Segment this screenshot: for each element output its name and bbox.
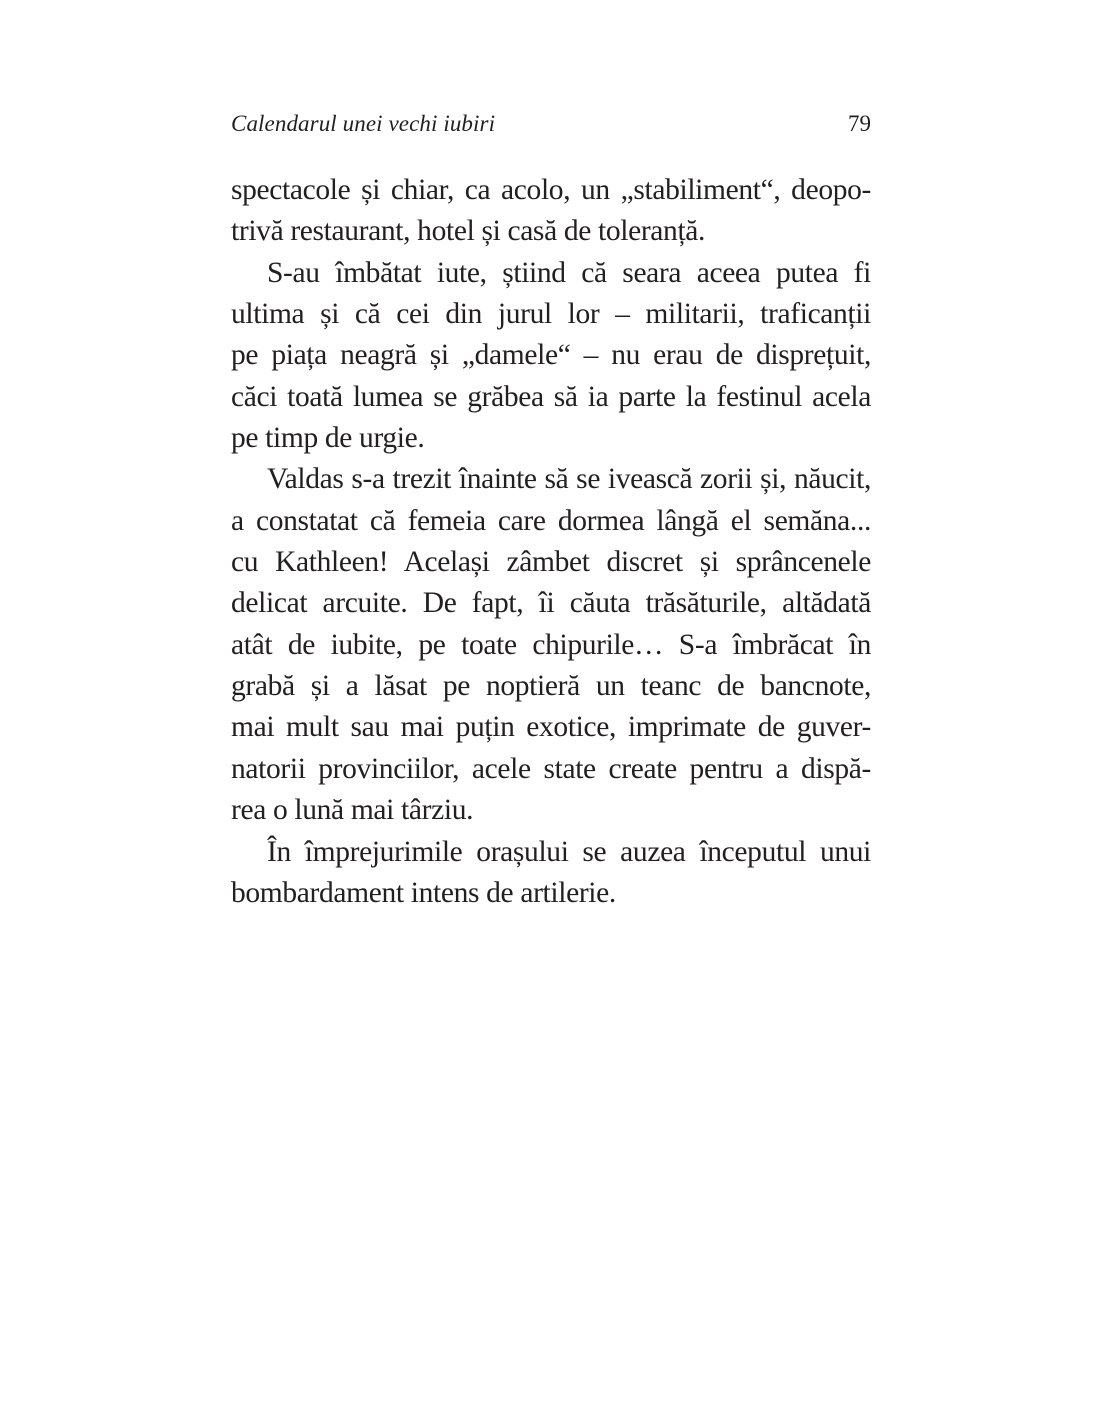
paragraph — [231, 832, 871, 915]
text-line: pe piața neagră și „damele“ – nu erau de disprețuit, — [231, 339, 871, 372]
body-text — [231, 170, 871, 914]
text-line: ultima și că cei din jurul lor – militarii, traficanții — [231, 298, 871, 331]
text-line: atât de iubite, pe toate chipurile… S-a îmbrăcat în — [231, 628, 871, 661]
text-line: rea o lună mai târziu. — [231, 794, 474, 827]
paragraph — [231, 170, 871, 253]
text-line: pe timp de urgie. — [231, 422, 425, 455]
running-title: Calendarul unei vechi iubiri — [231, 111, 496, 136]
text-line: căci toată lumea se grăbea să ia parte la festinul acela — [231, 380, 871, 413]
text-line: spectacole și chiar, ca acolo, un „stabiliment“, deopo- — [231, 174, 871, 206]
text-line: S-au îmbătat iute, știind că seara aceea putea fi — [267, 256, 871, 289]
text-line: trivă restaurant, hotel și casă de toleranță. — [231, 215, 706, 248]
paragraph — [231, 253, 871, 460]
text-line: În împrejurimile orașului se auzea începutul unui — [267, 835, 871, 868]
text-line: Valdas s-a trezit înainte să se ivească zorii și, năucit, — [267, 463, 871, 496]
text-line: bombardament intens de artilerie. — [231, 876, 616, 909]
running-head — [231, 108, 871, 140]
text-line: mai mult sau mai puțin exotice, imprimate de guver- — [231, 711, 871, 744]
text-line: cu Kathleen! Același zâmbet discret și sprâncenele — [231, 546, 871, 579]
page-number: 79 — [848, 111, 871, 136]
text-line: delicat arcuite. De fapt, îi căuta trăsăturile, altădată — [231, 587, 871, 620]
paragraph — [231, 459, 871, 831]
text-line: natorii provinciilor, acele state create pentru a dispă- — [231, 752, 871, 785]
text-line: grabă și a lăsat pe noptieră un teanc de bancnote, — [231, 670, 871, 703]
text-line: a constatat că femeia care dormea lângă el semăna... — [231, 504, 871, 537]
